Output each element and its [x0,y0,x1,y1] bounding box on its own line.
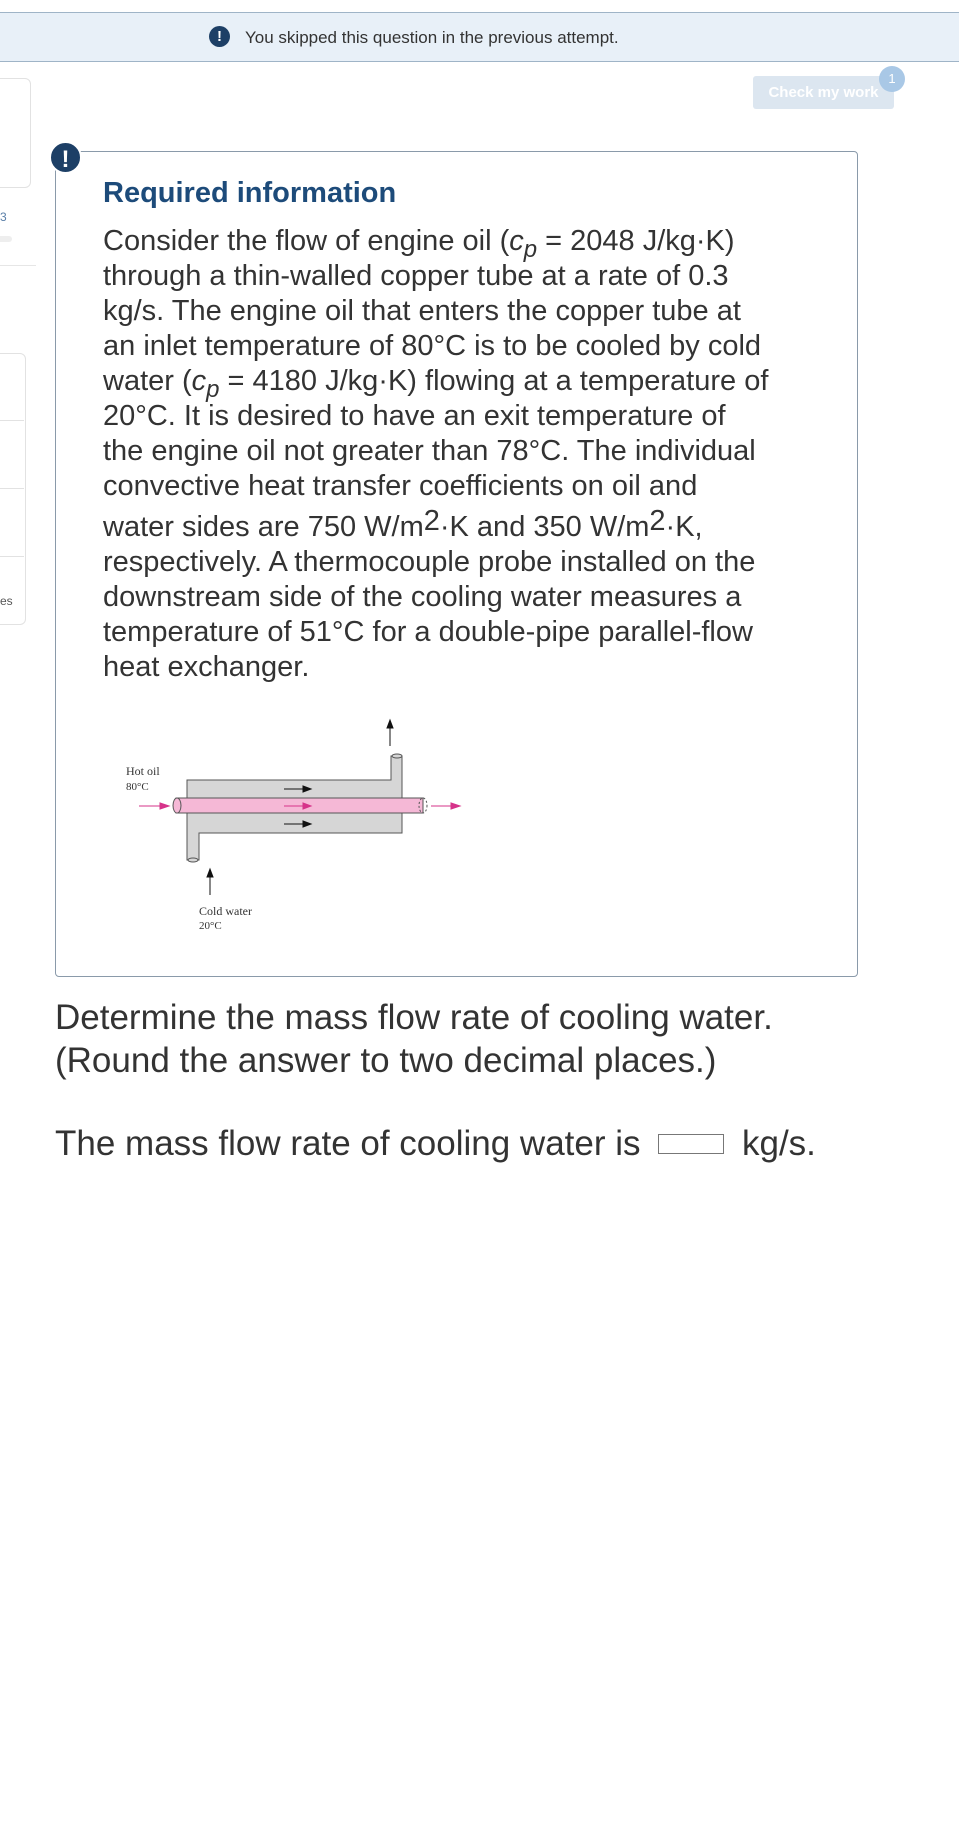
cold-water-temp: 20°C [199,920,222,932]
statement-line: through a thin-walled copper tube at a rate of 0.3 [103,260,729,292]
statement-line: water ($c_p = 4180$ J/kg·K) flowing at a temperature of [103,365,769,403]
question-line: Determine the mass flow rate of cooling water. [55,998,773,1037]
required-information-title: Required information [103,177,397,209]
side-panel-card [0,78,31,188]
statement-line: heat exchanger. [103,651,310,683]
hot-oil-label: Hot oil [126,764,160,778]
skipped-question-banner [0,12,959,62]
side-panel-progress [0,236,12,242]
side-panel-label: es [0,594,13,608]
answer-row [55,1122,816,1166]
tube-inlet-end [173,798,181,813]
statement-line: downstream side of the cooling water measures a [103,581,742,613]
side-panel-list [0,353,26,625]
statement-line: water sides are 750 $W/m^2\cdot K$ and 350 $W/m^2\cdot K$, [103,505,703,543]
answer-unit: kg/s. [741,1123,816,1163]
side-panel-number: 3 [0,210,7,224]
statement-line: 20°C. It is desired to have an exit temperature of [103,400,726,432]
side-panel-separator [0,488,24,489]
check-count-badge: 1 [879,66,905,92]
heat-exchanger-diagram [119,713,469,943]
statement-line: convective heat transfer coefficients on oil and [103,470,698,502]
answer-prefix: The mass flow rate of cooling water is [55,1123,641,1163]
inlet-nozzle [188,858,198,862]
exclamation-icon: ! [209,26,230,47]
cold-water-label: Cold water [199,904,252,918]
side-panel-separator [0,556,24,557]
check-my-work-button[interactable]: Check my work [753,76,894,109]
statement-line: kg/s. The engine oil that enters the copper tube at [103,295,741,327]
exclamation-icon: ! [49,141,82,174]
statement-line: the engine oil not greater than 78°C. The individual [103,435,756,467]
question-text [55,996,773,1082]
side-panel-divider [0,265,36,266]
statement-line: an inlet temperature of 80°C is to be cooled by cold [103,330,762,362]
hot-oil-temp: 80°C [126,781,149,793]
outlet-nozzle [392,754,402,758]
statement-line: respectively. A thermocouple probe installed on the [103,546,756,578]
problem-statement [103,224,823,685]
statement-line: temperature of 51°C for a double-pipe parallel-flow [103,616,753,648]
statement-line: Consider the flow of engine oil ($c_p = 2048$ J/kg·K) [103,225,735,263]
mass-flow-rate-input[interactable] [658,1134,724,1154]
banner-text: You skipped this question in the previous attempt. [245,28,619,47]
question-line: (Round the answer to two decimal places.) [55,1041,717,1080]
side-panel-separator [0,420,24,421]
